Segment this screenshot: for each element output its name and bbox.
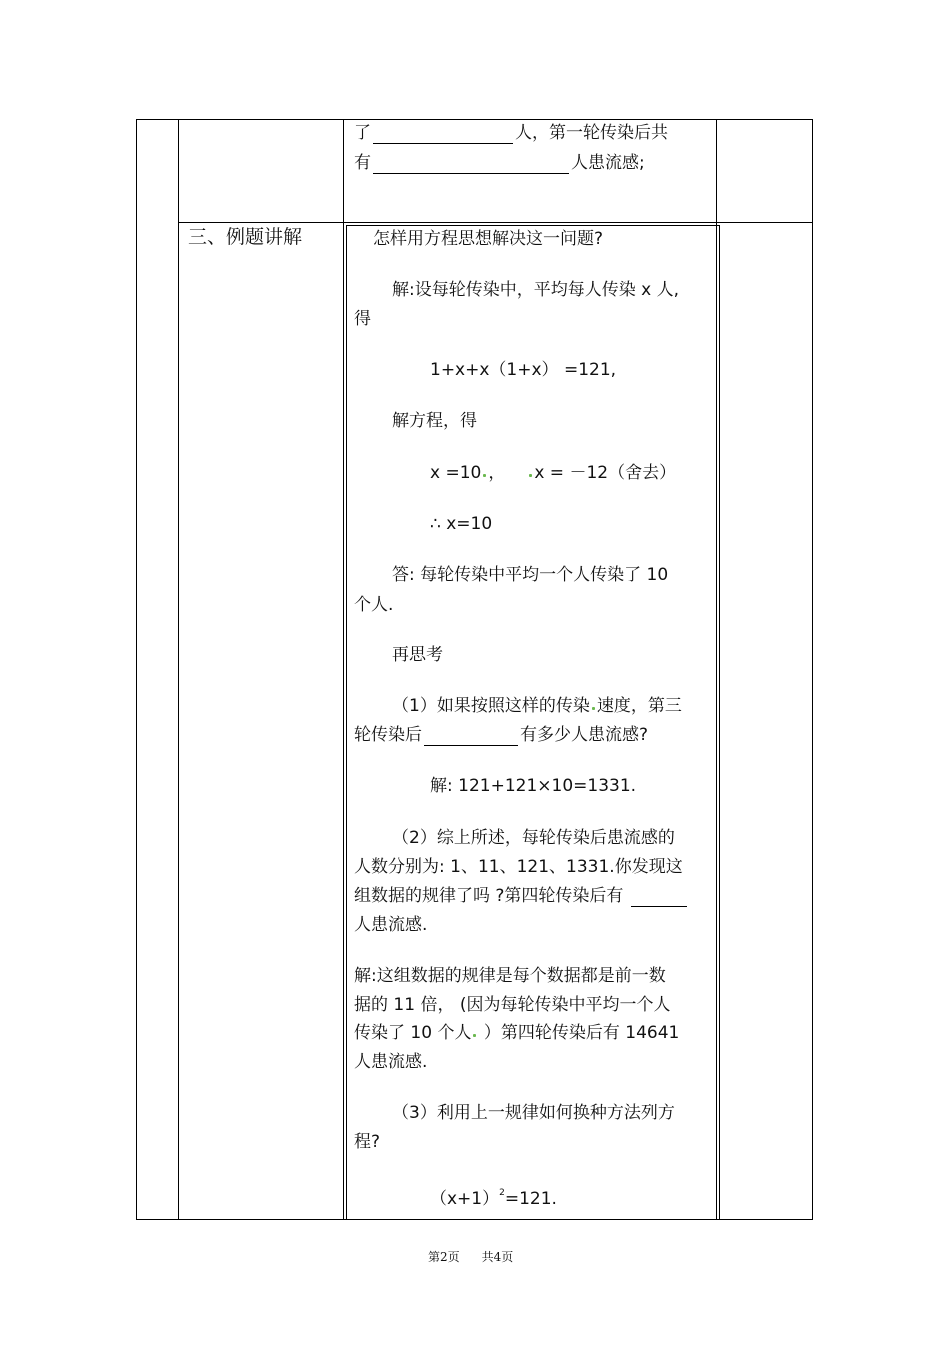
blank-field <box>373 153 569 174</box>
table-border-col4b <box>719 225 720 1220</box>
answer-line2: 个人. <box>354 595 394 615</box>
q3-line2: 程? <box>354 1132 381 1152</box>
blank-field <box>424 725 518 746</box>
table-border-col4a <box>716 119 717 1220</box>
table-border-col2 <box>178 119 179 1220</box>
solution-line2: 得 <box>354 309 371 329</box>
page-footer <box>428 1248 513 1265</box>
table-border-col3b <box>346 225 347 1220</box>
q2-line1: （2）综上所述，每轮传染后患流感的 <box>392 828 675 848</box>
top-cell-line2: 有 人患流感; <box>354 153 645 173</box>
solution-line1: 解:设每轮传染中，平均每人传染 x 人, <box>392 280 679 300</box>
q1-solution: 解: 121+121×10=1331. <box>430 776 637 796</box>
blank-field <box>631 886 687 907</box>
q3-line1: （3）利用上一规律如何换种方法列方 <box>392 1103 675 1123</box>
q2-sol-line2: 据的 11 倍， (因为每轮传染中平均一个人 <box>354 995 671 1015</box>
mark-dot <box>529 474 532 477</box>
q2-sol-line4: 人患流感. <box>354 1052 428 1072</box>
q2-line3: 组数据的规律了吗 ?第四轮传染后有 <box>354 881 689 911</box>
q2-line4: 人患流感. <box>354 915 428 935</box>
mark-dot <box>592 707 595 710</box>
blank-field <box>373 123 513 144</box>
q1-line1: （1）如果按照这样的传染 速度，第三 <box>392 696 682 716</box>
solve-label: 解方程，得 <box>392 411 477 431</box>
question: 怎样用方程思想解决这一问题? <box>373 229 604 249</box>
table-border-bottom <box>136 1219 813 1220</box>
q2-sol-line3: 传染了 10 个人 ）第四轮传染后有 14641 <box>354 1023 680 1043</box>
q1-line2: 轮传染后 有多少人患流感? <box>354 725 649 745</box>
q3-equation: $(x+1)^2=121$. <box>430 1188 557 1209</box>
answer-line1: 答: 每轮传染中平均一个人传染了 10 <box>392 565 669 585</box>
mark-dot <box>473 1034 476 1037</box>
table-border-col3a <box>343 119 344 1220</box>
table-border-left <box>136 119 137 1220</box>
mark-dot <box>483 474 486 477</box>
page-number: 第2页 <box>428 1250 460 1264</box>
rethink-title: 再思考 <box>392 645 443 665</box>
page-total: 共4页 <box>481 1250 514 1264</box>
roots: x =10 ， x = －12（舍去） <box>430 463 677 483</box>
section-heading: 三、例题讲解 <box>188 226 303 248</box>
top-cell-line1: 了 人，第一轮传染后共 <box>354 123 668 143</box>
therefore: ∴ x=10 <box>430 514 493 534</box>
table-border-right <box>812 119 813 1220</box>
q2-sol-line1: 解:这组数据的规律是每个数据都是前一数 <box>354 966 666 986</box>
q2-line2: 人数分别为: 1、11、121、1331.你发现这 <box>354 857 683 877</box>
equation: 1+x+x（1+x） =121, <box>430 360 617 380</box>
